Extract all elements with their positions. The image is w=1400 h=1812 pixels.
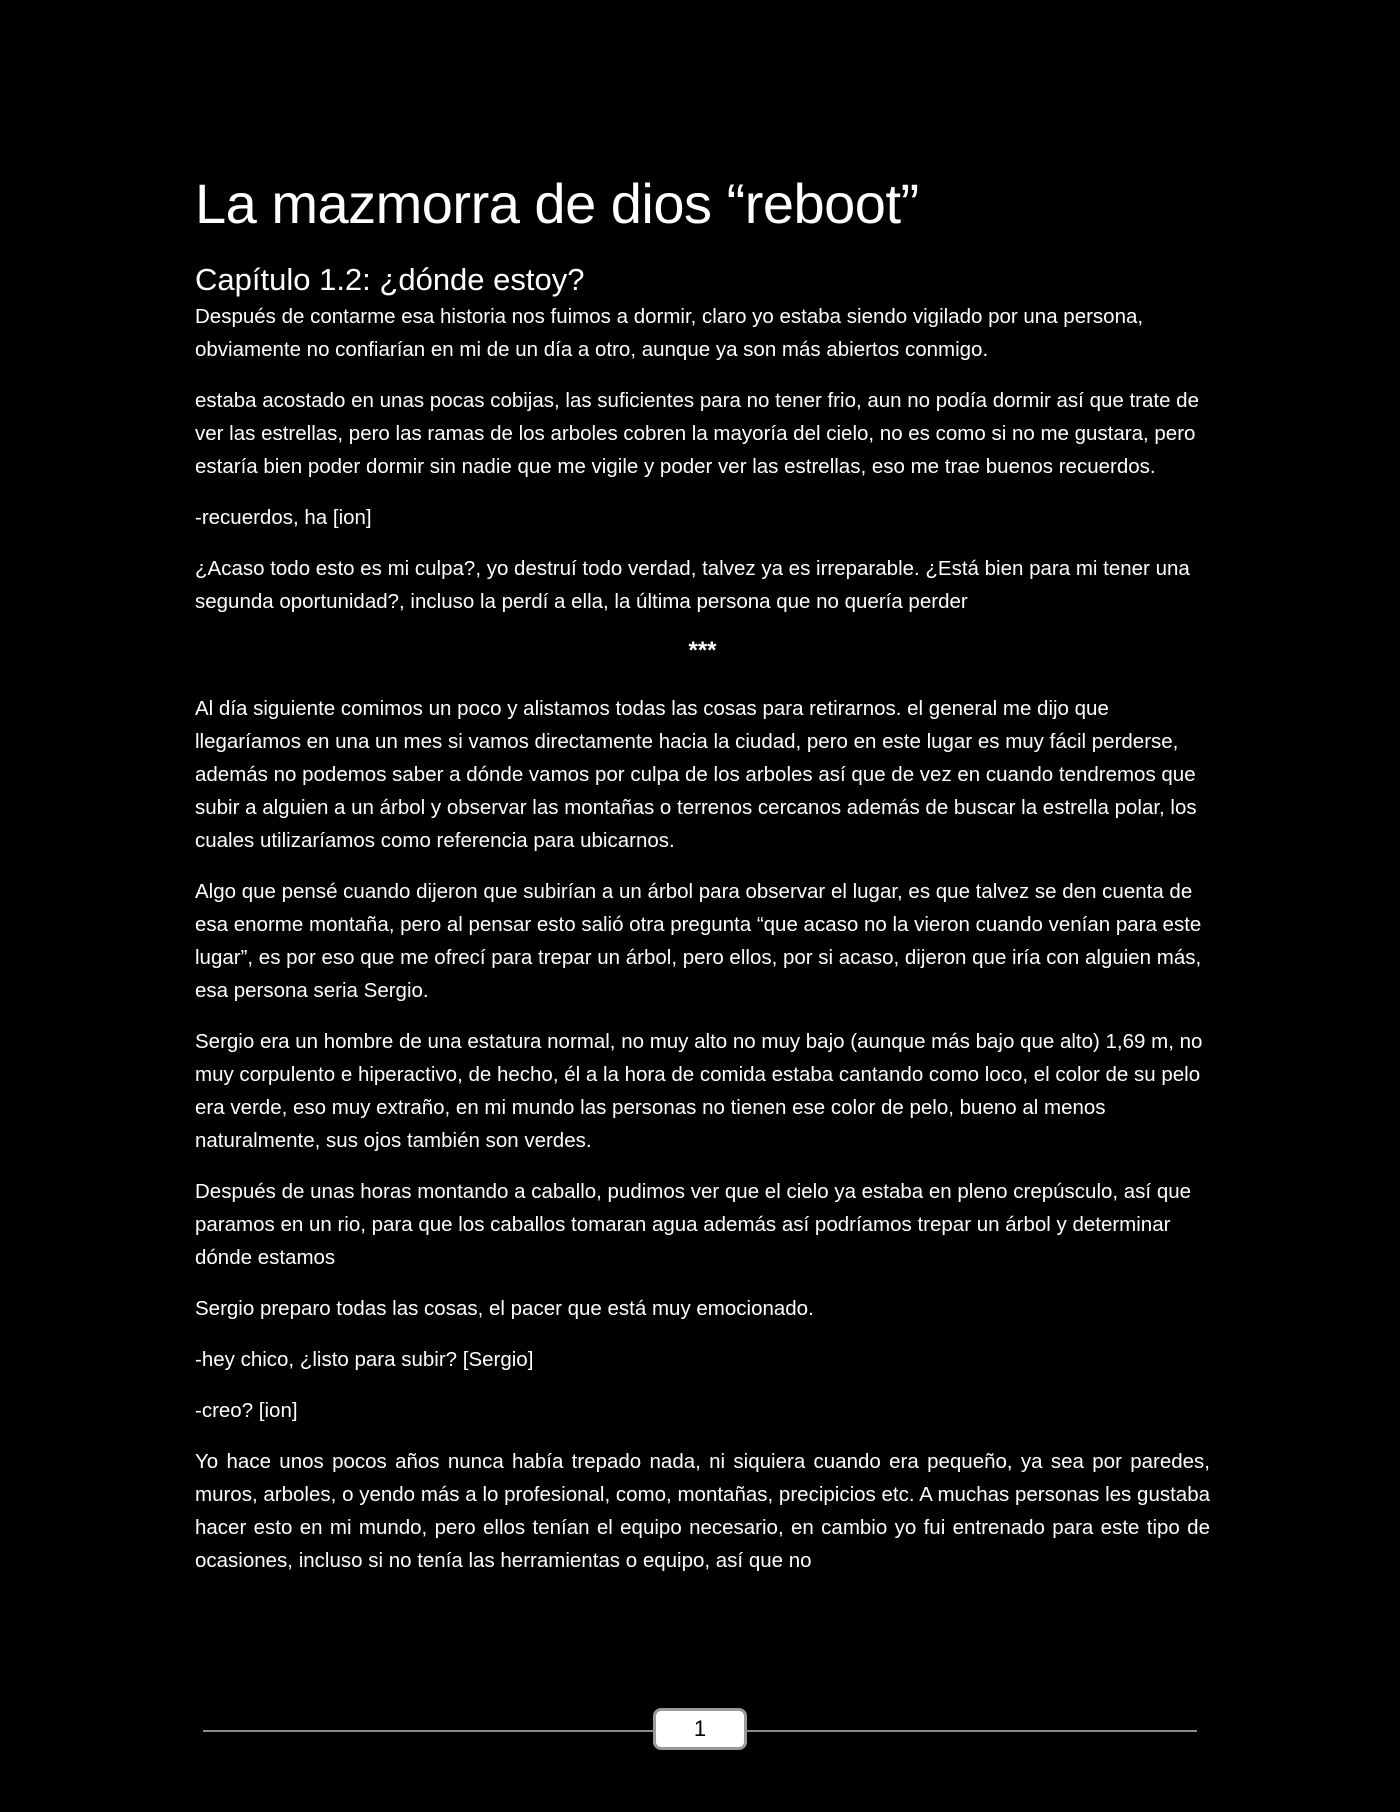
document-page [195,160,1210,1595]
document-body [195,300,1210,1577]
paragraph: Yo hace unos pocos años nunca había trepado nada, ni siquiera cuando era pequeño, ya sea por paredes, muros, arboles, o yendo más a lo profesional, como, montañas, precipicios etc. A muchas personas les gustaba hacer esto en mi mundo, pero ellos tenían el equipo necesario, en cambio yo fui entrenado para este tipo de ocasiones, incluso si no tenía las herramientas o equipo, así que no [195,1450,1210,1572]
paragraph: -creo? [ion] [195,1399,298,1422]
paragraph: Después de contarme esa historia nos fuimos a dormir, claro yo estaba siendo vigilado por una persona, obviamente no confiarían en mi de un día a otro, aunque ya son más abiertos conmigo. [195,305,1144,361]
paragraph: -hey chico, ¿listo para subir? [Sergio] [195,1348,534,1371]
paragraph: Al día siguiente comimos un poco y alistamos todas las cosas para retirarnos. el general me dijo que llegaríamos en una un mes si vamos directamente hacia la ciudad, pero en este lugar es muy fácil perderse, además no podemos saber a dónde vamos por culpa de los arboles así que de vez en cuando tendremos que subir a alguien a un árbol y observar las montañas o terrenos cercanos además de buscar la estrella polar, los cuales utilizaríamos como referencia para ubicarnos. [195,697,1197,852]
paragraph: ¿Acaso todo esto es mi culpa?, yo destruí todo verdad, talvez ya es irreparable. ¿Está bien para mi tener una segunda oportunidad?, incluso la perdí a ella, la última persona que no quería perder [195,557,1190,613]
paragraph: Después de unas horas montando a caballo, pudimos ver que el cielo ya estaba en pleno crepúsculo, así que paramos en un rio, para que los caballos tomaran agua además así podríamos trepar un árbol y determinar dónde estamos [195,1180,1192,1269]
chapter-heading: Capítulo 1.2: ¿dónde estoy? [195,262,585,297]
page-footer [203,1708,1197,1752]
paragraph: Sergio era un hombre de una estatura normal, no muy alto no muy bajo (aunque más bajo que alto) 1,69 m, no muy corpulento e hiperactivo, de hecho, él a la hora de comida estaba cantando como loco, el color de su pelo era verde, eso muy extraño, en mi mundo las personas no tienen ese color de pelo, bueno al menos naturalmente, sus ojos también son verdes. [195,1030,1203,1152]
document-title: La mazmorra de dios “reboot” [195,172,919,235]
paragraph: -recuerdos, ha [ion] [195,506,372,529]
paragraph: Algo que pensé cuando dijeron que subirían a un árbol para observar el lugar, es que talvez se den cuenta de esa enorme montaña, pero al pensar esto salió otra pregunta “que acaso no la vieron cuando venían para este lugar”, es por eso que me ofrecí para trepar un árbol, pero ellos, por si acaso, dijeron que iría con alguien más, esa persona seria Sergio. [195,880,1202,1002]
paragraph: Sergio preparo todas las cosas, el pacer que está muy emocionado. [195,1297,814,1320]
page-number: 1 [653,1708,747,1750]
section-separator: *** [688,637,717,664]
paragraph: estaba acostado en unas pocas cobijas, las suficientes para no tener frio, aun no podía dormir así que trate de ver las estrellas, pero las ramas de los arboles cobren la mayoría del cielo, no es como si no me gustara, pero estaría bien poder dormir sin nadie que me vigile y poder ver las estrellas, eso me trae buenos recuerdos. [195,389,1199,478]
